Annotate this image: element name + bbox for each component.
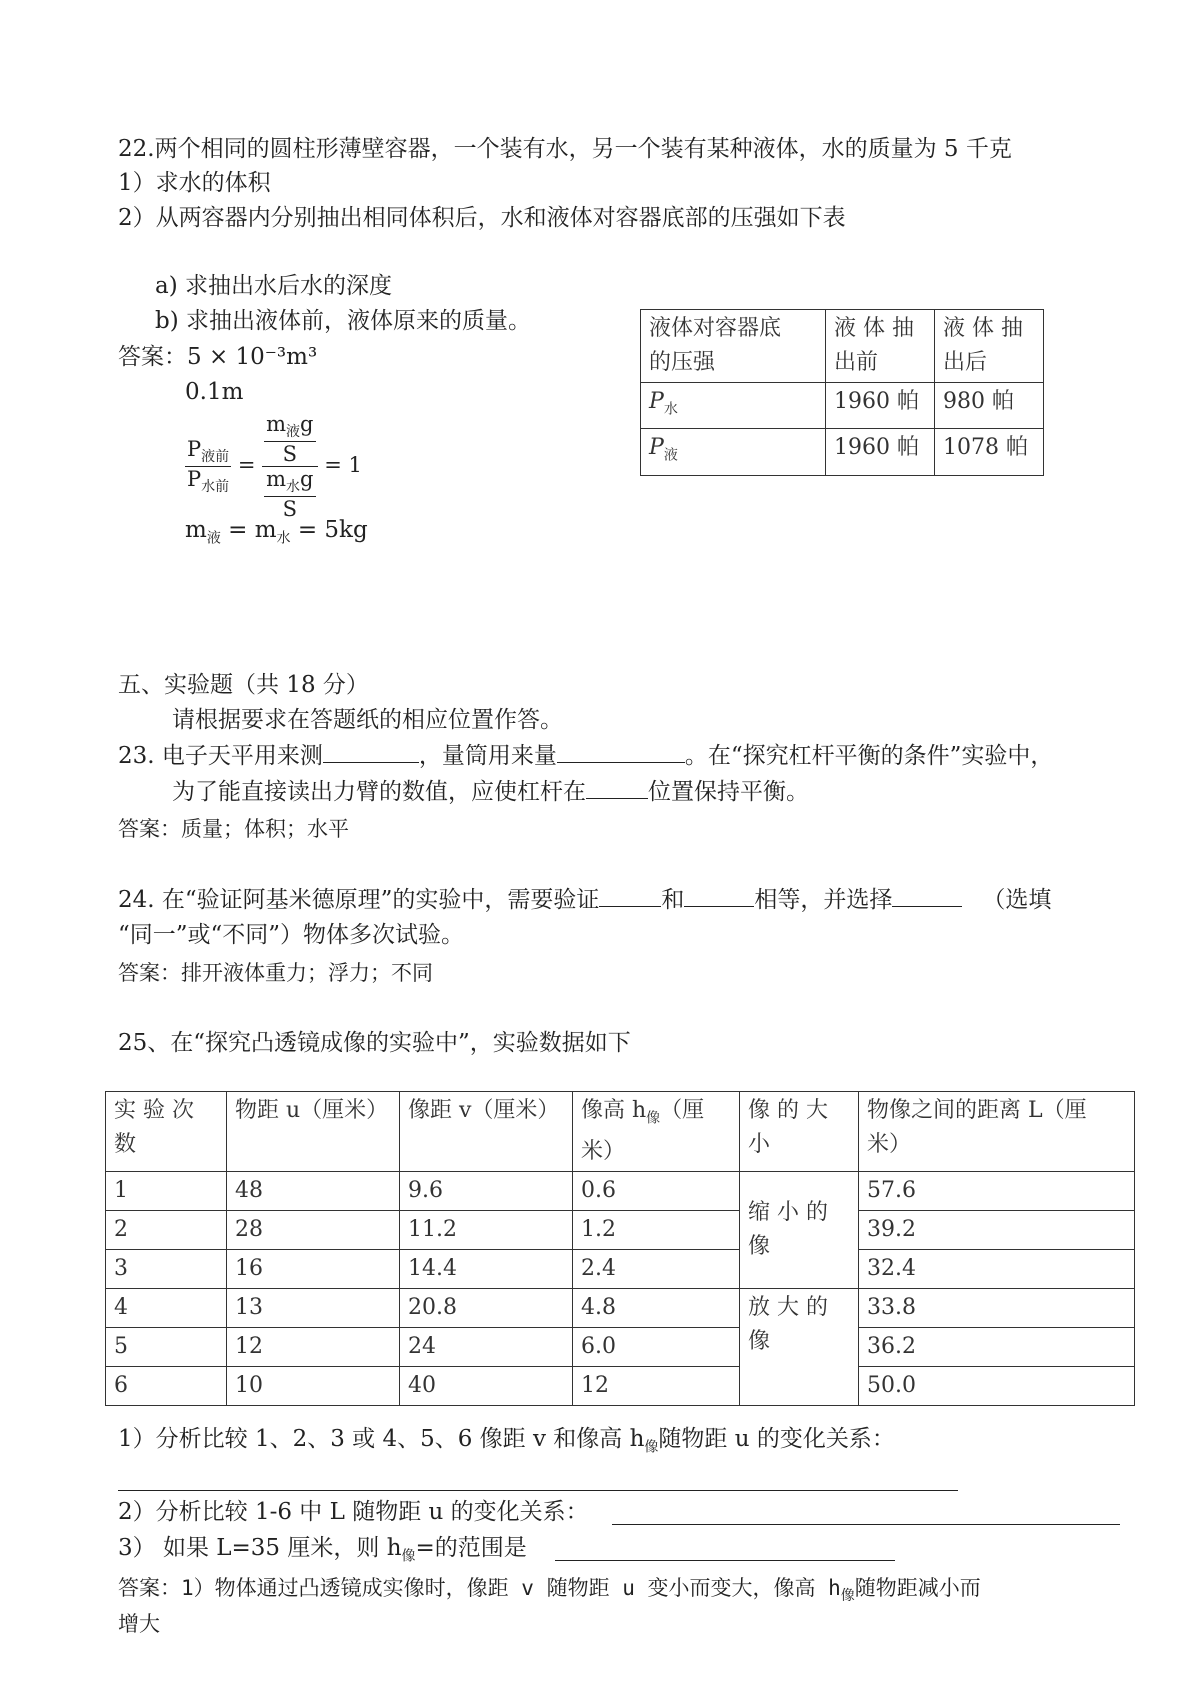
- table-row: [106, 1289, 1135, 1328]
- table-cell: 48: [227, 1172, 400, 1211]
- q23-line2: 为了能直接读出力臂的数值，应使杠杆在 位置保持平衡。: [172, 776, 809, 807]
- table-row: [641, 429, 1044, 475]
- table-cell: 5: [106, 1328, 227, 1367]
- table-cell: 36.2: [859, 1328, 1135, 1367]
- table-header-cell: 液 体 抽 出后: [935, 310, 1044, 383]
- table-cell: 40: [400, 1367, 573, 1406]
- table-cell: 32.4: [859, 1250, 1135, 1289]
- table-row: [106, 1328, 1135, 1367]
- q22-sub-b: b) 求抽出液体前，液体原来的质量。: [155, 308, 532, 334]
- blank[interactable]: [892, 884, 962, 907]
- table-cell: 50.0: [859, 1367, 1135, 1406]
- answer-line[interactable]: [118, 1490, 958, 1491]
- section5-title: 五、实验题（共 18 分）: [118, 672, 369, 698]
- section5-instruction: 请根据要求在答题纸的相应位置作答。: [172, 707, 563, 733]
- formula-equals: =: [237, 453, 256, 478]
- q22-answer-depth: 0.1m: [185, 379, 244, 405]
- q24-line2: “同一”或“不同”）物体多次试验。: [118, 922, 465, 948]
- table-cell: 0.6: [573, 1172, 740, 1211]
- blank[interactable]: [684, 884, 754, 907]
- table-cell: 57.6: [859, 1172, 1135, 1211]
- table-cell: $P_液$: [641, 429, 826, 475]
- blank[interactable]: [586, 776, 648, 799]
- table-cell: 6.0: [573, 1328, 740, 1367]
- q22-formula: [185, 412, 362, 521]
- answer-line[interactable]: [555, 1560, 895, 1561]
- table-cell: 3: [106, 1250, 227, 1289]
- q25-answer-line1: 答案：1）物体通过凸透镜成实像时，像距 v 随物距 u 变小而变大，像高 $h_像$随物距减小而: [118, 1576, 981, 1605]
- table-row: [641, 383, 1044, 429]
- table-row: [106, 1250, 1135, 1289]
- table-header-row: [106, 1092, 1135, 1172]
- table-cell: 12: [227, 1328, 400, 1367]
- table-row: [106, 1172, 1135, 1211]
- table-cell: 6: [106, 1367, 227, 1406]
- q22-title: 22.两个相同的圆柱形薄壁容器，一个装有水，另一个装有某种液体，水的质量为 5 千克: [118, 136, 1012, 162]
- blank[interactable]: [599, 884, 661, 907]
- table-cell: 1960 帕: [826, 429, 935, 475]
- table-cell: 39.2: [859, 1211, 1135, 1250]
- table-cell: 4: [106, 1289, 227, 1328]
- table-cell: 9.6: [400, 1172, 573, 1211]
- q25-answer-line2: 增大: [118, 1612, 160, 1636]
- table-cell: 16: [227, 1250, 400, 1289]
- blank[interactable]: [323, 740, 419, 763]
- table-cell: 12: [573, 1367, 740, 1406]
- q22-part2: 2）从两容器内分别抽出相同体积后，水和液体对容器底部的压强如下表: [118, 205, 846, 231]
- q25-question3: 3） 如果 L=35 厘米，则 $h_像=$的范围是: [118, 1535, 527, 1565]
- mass-water-term: $\frac{m_水g}{S}$: [266, 467, 314, 522]
- table-cell: 10: [227, 1367, 400, 1406]
- q23-answer: 答案：质量；体积；水平: [118, 817, 349, 841]
- table-row: [106, 1211, 1135, 1250]
- q23-line1: 23. 电子天平用来测 ，量筒用来量 。在“探究杠杆平衡的条件”实验中，: [118, 740, 1053, 771]
- table-cell: 20.8: [400, 1289, 573, 1328]
- table-cell: 2: [106, 1211, 227, 1250]
- table-cell: 980 帕: [935, 383, 1044, 429]
- table-row: [106, 1367, 1135, 1406]
- q25-question1: 1）分析比较 1、2、3 或 4、5、6 像距 v 和像高 $h_像$随物距 u 的变化关系：: [118, 1426, 895, 1456]
- table-cell: 11.2: [400, 1211, 573, 1250]
- image-size-large-cell: 放 大 的 像: [740, 1289, 859, 1406]
- blank[interactable]: [557, 740, 685, 763]
- mass-liquid-term: $\frac{m_液g}{S}$: [262, 412, 317, 467]
- table-cell: $P_水$: [641, 383, 826, 429]
- q22-pressure-table: [640, 309, 1044, 476]
- p-water-before: $P_{水前}$: [187, 467, 230, 496]
- answer-prefix: 答案：: [118, 344, 187, 370]
- q22-part1: 1）求水的体积: [118, 170, 271, 196]
- table-cell: 13: [227, 1289, 400, 1328]
- pressure-ratio: [185, 437, 231, 496]
- table-cell: 2.4: [573, 1250, 740, 1289]
- image-size-small-cell: 缩 小 的 像: [740, 1172, 859, 1289]
- table-cell: 14.4: [400, 1250, 573, 1289]
- p-liquid-before: $P_{液前}$: [187, 437, 230, 466]
- q24-line1: 24. 在“验证阿基米德原理”的实验中，需要验证 和 相等，并选择 （选填: [118, 884, 1051, 915]
- answer-volume: 5 × 10⁻³m³: [187, 344, 318, 370]
- q25-question2: 2）分析比较 1-6 中 L 随物距 u 的变化关系：: [118, 1499, 589, 1525]
- table-header-cell: 液 体 抽 出前: [826, 310, 935, 383]
- table-cell: 1.2: [573, 1211, 740, 1250]
- table-header-cell: 像 的 大 小: [740, 1092, 859, 1172]
- table-cell: 33.8: [859, 1289, 1135, 1328]
- formula-result: = 1: [324, 453, 362, 478]
- table-cell: 24: [400, 1328, 573, 1367]
- table-cell: 1: [106, 1172, 227, 1211]
- table-cell: 1078 帕: [935, 429, 1044, 475]
- table-header-cell: 实 验 次 数: [106, 1092, 227, 1172]
- table-header-row: [641, 310, 1044, 383]
- answer-line[interactable]: [612, 1524, 1120, 1525]
- table-header-cell: 液体对容器底 的压强: [641, 310, 826, 383]
- mass-ratio: [262, 412, 317, 521]
- q25-lens-table: [105, 1091, 1135, 1406]
- table-cell: 1960 帕: [826, 383, 935, 429]
- table-header-cell: 物距 u（厘米）: [227, 1092, 400, 1172]
- q22-final-mass: $m_液 = m_水 = 5kg$: [185, 517, 368, 547]
- q24-answer: 答案：排开液体重力；浮力；不同: [118, 961, 433, 985]
- table-header-cell: 物像之间的距离 L（厘 米）: [859, 1092, 1135, 1172]
- table-cell: 4.8: [573, 1289, 740, 1328]
- q22-answer-line1: [118, 342, 317, 372]
- table-cell: 28: [227, 1211, 400, 1250]
- q22-sub-a: a) 求抽出水后水的深度: [155, 273, 392, 299]
- table-header-cell: 像高 $h_像$（厘 米）: [573, 1092, 740, 1172]
- q25-intro: 25、在“探究凸透镜成像的实验中”，实验数据如下: [118, 1030, 631, 1056]
- table-header-cell: 像距 v（厘米）: [400, 1092, 573, 1172]
